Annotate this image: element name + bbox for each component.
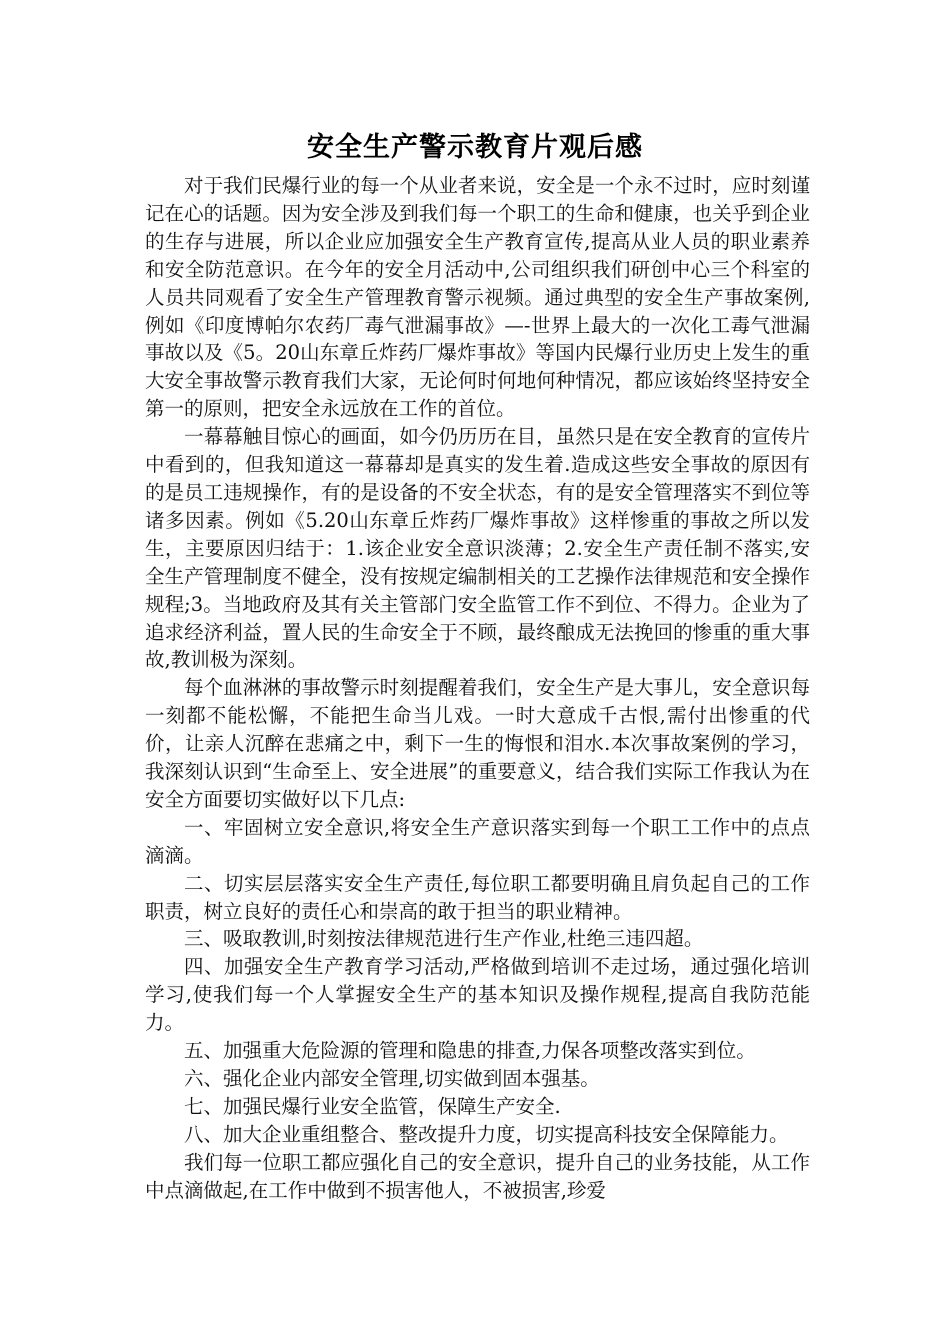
document-body — [145, 172, 810, 1205]
paragraph-item-5: 五、加强重大危险源的管理和隐患的排查,力保各项整改落实到位。 — [184, 1039, 756, 1063]
document-title: 安全生产警示教育片观后感 — [307, 132, 643, 163]
paragraph-item-6: 六、强化企业内部安全管理,切实做到固本强基。 — [184, 1067, 600, 1090]
paragraph-1: 对于我们民爆行业的每一个从业者来说，安全是一个永不过时，应时刻谨记在心的话题。因为安全涉及到我们每一个职工的生命和健康，也关乎到企业的生存与进展，所以企业应加强安全生产教育宣传,提高从业人员的职业素养和安全防范意识。在今年的安全月活动中,公司组织我们研创中心三个科室的人员共同观看了安全生产管理教育警示视频。通过典型的安全生产事故案例,例如《印度博帕尔农药厂毒气泄漏事故》—-世界上最大的一次化工毒气泄漏事故以及《5。20山东章丘炸药厂爆炸事故》等国内民爆行业历史上发生的重大安全事故警示教育我们大家，无论何时何地何种情况，都应该始终坚持安全第一的原则，把安全永远放在工作的首位。 — [145, 174, 810, 421]
paragraph-item-3: 三、吸取教训,时刻按法律规范进行生产作业,杜绝三违四超。 — [184, 927, 704, 951]
paragraph-item-8: 八、加大企业重组整合、整改提升力度，切实提高科技安全保障能力。 — [184, 1122, 789, 1146]
paragraph-item-2: 二、切实层层落实安全生产责任,每位职工都要明确且肩负起自己的工作职责，树立良好的责任心和崇高的敢于担当的职业精神。 — [145, 871, 810, 923]
paragraph-item-1: 一、牢固树立安全意识,将安全生产意识落实到每一个职工工作中的点点滴滴。 — [145, 815, 810, 867]
paragraph-3: 每个血淋淋的事故警示时刻提醒着我们，安全生产是大事儿，安全意识每一刻都不能松懈，不能把生命当儿戏。一时大意成千古恨,需付出惨重的代价，让亲人沉醉在悲痛之中，剩下一生的悔恨和泪水.本次事故案例的学习，我深刻认识到“生命至上、安全进展”的重要意义，结合我们实际工作我认为在安全方面要切实做好以下几点: — [145, 676, 810, 811]
paragraph-closing: 我们每一位职工都应强化自己的安全意识，提升自己的业务技能，从工作中点滴做起,在工作中做到不损害他人，不被损害,珍爱 — [145, 1150, 810, 1202]
paragraph-2: 一幕幕触目惊心的画面，如今仍历历在目，虽然只是在安全教育的宣传片中看到的，但我知道这一幕幕却是真实的发生着.造成这些安全事故的原因有的是员工违规操作，有的是设备的不安全状态，有的是安全管理落实不到位等诸多因素。例如《5.20山东章丘炸药厂爆炸事故》这样惨重的事故之所以发生，主要原因归结于：1.该企业安全意识淡薄；2.安全生产责任制不落实,安全生产管理制度不健全，没有按规定编制相关的工艺操作法律规范和安全操作规程;3。当地政府及其有关主管部门安全监管工作不到位、不得力。企业为了追求经济利益，置人民的生命安全于不顾，最终酿成无法挽回的惨重的重大事故,教训极为深刻。 — [145, 425, 810, 672]
paragraph-item-4: 四、加强安全生产教育学习活动,严格做到培训不走过场，通过强化培训学习,使我们每一个人掌握安全生产的基本知识及操作规程,提高自我防范能力。 — [145, 955, 810, 1035]
paragraph-item-7: 七、加强民爆行业安全监管，保障生产安全. — [184, 1094, 561, 1118]
